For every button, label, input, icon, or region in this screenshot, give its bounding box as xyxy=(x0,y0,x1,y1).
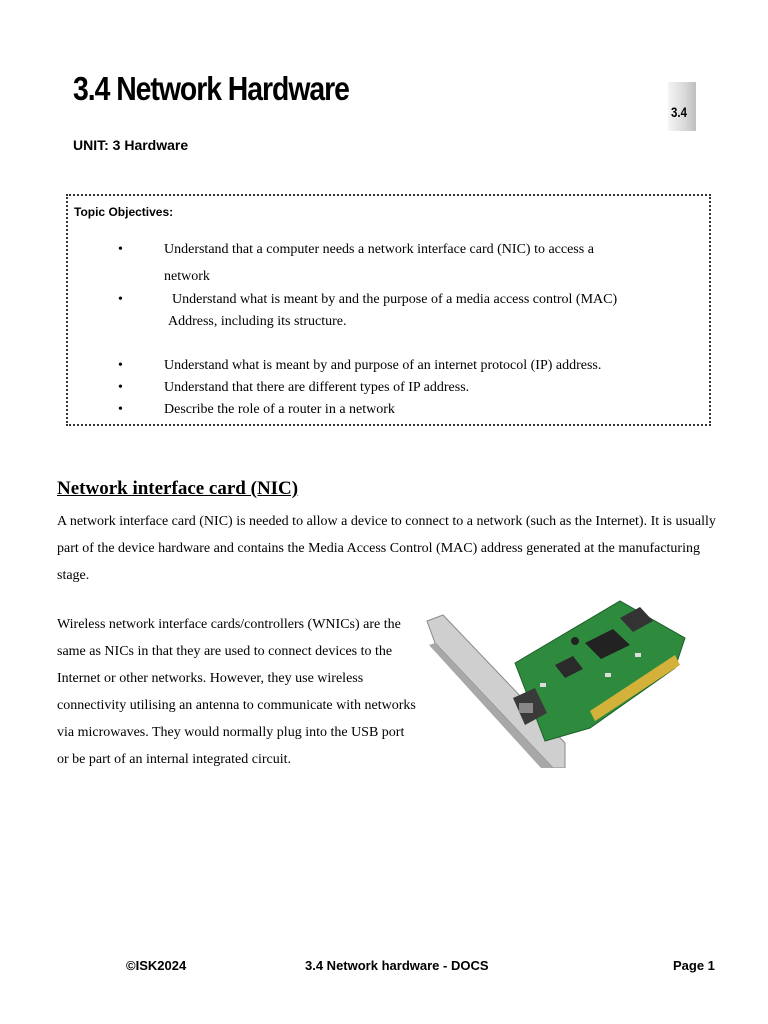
footer-page-number: Page 1 xyxy=(673,958,715,973)
nic-card-image xyxy=(425,593,690,768)
bullet-icon: • xyxy=(118,380,123,395)
objectives-heading: Topic Objectives: xyxy=(74,205,174,219)
footer-copyright: ©ISK2024 xyxy=(126,958,187,973)
paragraph-nic: A network interface card (NIC) is needed to allow a device to connect to a network (such as the Internet). It is usually part of the device hardware and contains the Media Access Control (MAC) address generated at the manufacturing stage. xyxy=(57,514,716,583)
objective-text: Understand what is meant by and purpose of an internet protocol (IP) address. xyxy=(164,358,602,373)
bullet-icon: • xyxy=(118,402,123,417)
objective-text: Understand that a computer needs a network interface card (NIC) to access a xyxy=(164,242,594,257)
objective-text: Understand that there are different types of IP address. xyxy=(164,380,470,395)
section-tab-label: 3.4 xyxy=(671,104,687,120)
objective-text: Describe the role of a router in a network xyxy=(164,402,395,417)
objective-text: Understand what is meant by and the purpose of a media access control (MAC) xyxy=(172,292,618,307)
bullet-icon: • xyxy=(118,358,123,373)
section-tab xyxy=(668,82,696,131)
paragraph-wnic: Wireless network interface cards/controllers (WNICs) are the same as NICs in that they are used to connect devices to the Internet or other networks. However, they use wireless connectivity utilising an antenna to communicate with networks via microwaves. They would normally plug into the USB port or be part of an internal integrated circuit. xyxy=(57,617,416,767)
objective-text-cont: network xyxy=(164,269,210,284)
footer-doc-title: 3.4 Network hardware - DOCS xyxy=(305,958,489,973)
section-heading: Network interface card (NIC) xyxy=(57,478,299,499)
unit-label: UNIT: 3 Hardware xyxy=(73,137,189,153)
bullet-icon: • xyxy=(118,292,123,307)
bullet-icon: • xyxy=(118,242,123,257)
page-title: 3.4 Network Hardware xyxy=(73,70,349,107)
objectives-box xyxy=(66,194,711,426)
objective-text-cont: Address, including its structure. xyxy=(168,314,347,329)
